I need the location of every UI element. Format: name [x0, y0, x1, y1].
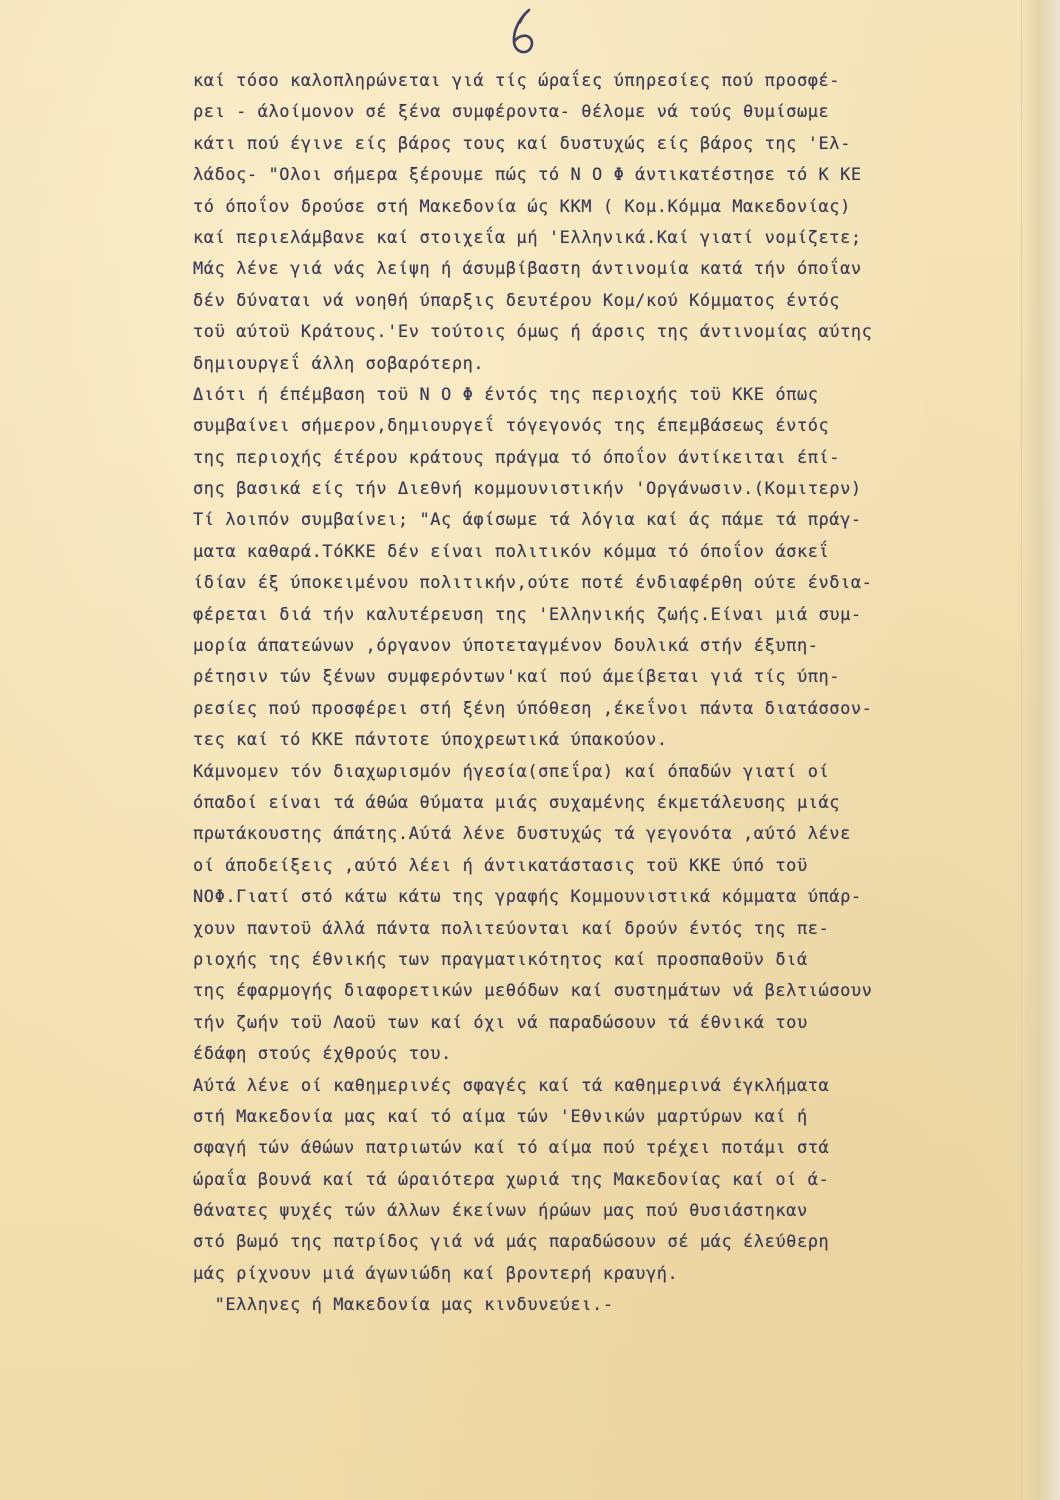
text-line: θάνατες ψυχές τών άλλων έκείνων ήρώων μας πού θυσιάστηκαν — [193, 1201, 808, 1222]
text-line: ρεσίες πού προσφέρει στή ξένη ύπόθεση ,έκεΐνοι πάντα διατάσσον- — [193, 698, 873, 719]
page-number-six-icon — [503, 4, 547, 60]
text-line: καί τόσο καλοπληρώνεται γιά τίς ώραΐες ύπηρεσίες πού προσφέ- — [193, 71, 841, 91]
text-line: στή Μακεδονία μας καί τό αίμα τών 'Εθνικών μαρτύρων καί ή — [193, 1106, 808, 1127]
text-line: Κάμνομεν τόν διαχωρισμόν ήγεσία(σπεΐρα) καί όπαδών γιατί οί — [193, 761, 830, 782]
text-line: τό όποΐον δρούσε στή Μακεδονία ώς ΚΚΜ ( Κομ.Κόμμα Μακεδονίας) — [193, 196, 851, 217]
text-line: καί περιελάμβανε καί στοιχεΐα μή 'Ελληνικά.Καί γιατί νομίζετε; — [193, 227, 862, 248]
text-line: συμβαίνει σήμερον,δημιουργεΐ τόγεγονός της έπεμβάσεως έντός — [193, 416, 830, 437]
text-line: οί άποδείξεις ,αύτό λέει ή άντικατάστασις τοϋ ΚΚΕ ύπό τοϋ — [193, 855, 808, 876]
text-line: μορία άπατεώνων ,όργανον ύποτεταγμένον δουλικά στήν έξυπη- — [193, 636, 819, 657]
text-line: ματα καθαρά.ΤόΚΚΕ δέν είναι πολιτικόν κόμμα τό όποΐον άσκεΐ — [193, 541, 830, 562]
text-line: τήν ζωήν τοϋ Λαοϋ των καί όχι νά παραδώσουν τά έθνικά του — [193, 1012, 808, 1033]
text-line: Τί λοιπόν συμβαίνει; "Ας άφίσωμε τά λόγια καί άς πάμε τά πράγ- — [193, 510, 862, 531]
text-line: σης βασικά είς τήν Διεθνή κομμουνιστικήν 'Οργάνωσιν.(Κομιτερν) — [193, 479, 862, 500]
text-line: όπαδοί είναι τά άθώα θύματα μιάς συχαμένης έκμετάλευσης μιάς — [193, 792, 841, 813]
text-line: δέν δύναται νά νοηθή ύπαρξις δευτέρου Κομ/κού Κόμματος έντός — [193, 290, 841, 311]
body-text — [193, 66, 1023, 1366]
text-line: ΝΟΦ.Γιατί στό κάτω κάτω της γραφής Κομμουνιστικά κόμματα ύπάρ- — [193, 887, 862, 908]
handwritten-page-number — [503, 4, 547, 60]
text-line: της έφαρμογής διαφορετικών μεθόδων καί συστημάτων νά βελτιώσουν — [193, 981, 873, 1002]
text-line: ώραΐα βουνά καί τά ώραιότερα χωριά της Μακεδονίας καί οί ά- — [193, 1169, 830, 1190]
text-line: κάτι πού έγινε είς βάρος τους καί δυστυχώς είς βάρος της 'Ελ- — [193, 133, 851, 154]
text-line: χουν παντοϋ άλλά πάντα πολιτεύονται καί δρούν έντός της πε- — [193, 918, 830, 939]
paper-edge — [1021, 0, 1060, 1500]
text-line: Διότι ή έπέμβαση τοϋ Ν Ο Φ έντός της περιοχής τοϋ ΚΚΕ όπως — [193, 384, 819, 405]
text-line: πρωτάκουστης άπάτης.Αύτά λένε δυστυχώς τά γεγονότα ,αύτό λένε — [193, 824, 851, 845]
text-line: ρει - άλοίμονον σέ ξένα συμφέροντα- θέλομε νά τούς θυμίσωμε — [193, 102, 830, 123]
text-line: δημιουργεΐ άλλη σοβαρότερη. — [193, 353, 485, 374]
text-line: σφαγή τών άθώων πατριωτών καί τό αίμα πού τρέχει ποτάμι στά — [193, 1138, 830, 1159]
text-line: τοϋ αύτοϋ Κράτους.'Εν τούτοις όμως ή άρσις της άντινομίας αύτης — [193, 322, 873, 343]
text-line: φέρεται διά τήν καλυτέρευση της 'Ελληνικής ζωής.Είναι μιά συμ- — [193, 604, 862, 625]
text-line: "Ελληνες ή Μακεδονία μας κινδυνεύει.- — [193, 1295, 614, 1316]
text-line: λάδος- "Ολοι σήμερα ξέρουμε πώς τό Ν Ο Φ άντικατέστησε τό Κ ΚΕ — [193, 165, 862, 186]
text-line: ριοχής της έθνικής των πραγματικότητος καί προσπαθοϋν διά — [193, 949, 808, 970]
text-line: ίδίαν έξ ύποκειμένου πολιτικήν,ούτε ποτέ ένδιαφέρθη ούτε ένδια- — [193, 573, 873, 594]
text-line: Αύτά λένε οί καθημερινές σφαγές καί τά καθημερινά έγκλήματα — [193, 1075, 830, 1096]
text-line: Μάς λένε γιά νάς λείψη ή άσυμβίβαστη άντινομία κατά τήν όποΐαν — [193, 259, 862, 280]
text-line: στό βωμό της πατρίδος γιά νά μάς παραδώσουν σέ μάς έλεύθερη — [193, 1232, 830, 1253]
text-line: της περιοχής έτέρου κράτους πράγμα τό όποΐον άντίκειται έπί- — [193, 447, 841, 468]
text-line: ρέτησιν τών ξένων συμφερόντων'καί πού άμείβεται γιά τίς ύπη- — [193, 667, 841, 688]
text-line: τες καί τό ΚΚΕ πάντοτε ύποχρεωτικά ύπακούον. — [193, 730, 668, 751]
text-line: έδάφη στούς έχθρούς του. — [193, 1044, 452, 1065]
text-line: μάς ρίχνουν μιά άγωνιώδη καί βροντερή κραυγή. — [193, 1263, 679, 1284]
